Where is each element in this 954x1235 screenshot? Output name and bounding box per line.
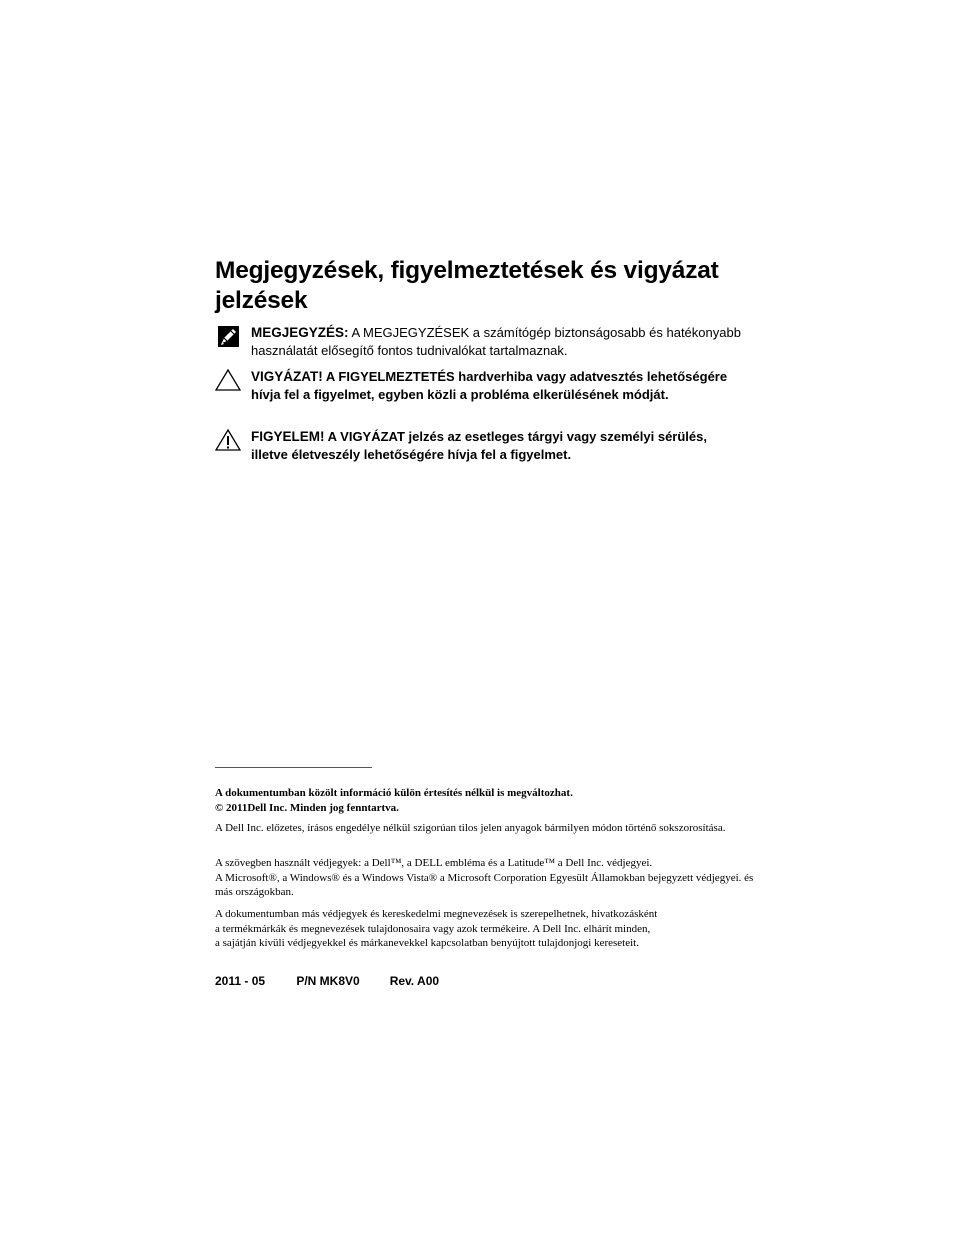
other-trademarks-line-1: A dokumentumban más védjegyek és kereskedelmi megnevezések is szerepelhetnek, hivatkozásként <box>215 908 658 920</box>
other-trademarks-line-3: a sajátján kívüli védjegyekkel és márkanevekkel kapcsolatban benyújtott tulajdonjogi kereseteit. <box>215 937 639 949</box>
doc-date: 2011 - 05 <box>215 974 266 988</box>
note-text <box>251 324 745 359</box>
warning-label: FIGYELEM! <box>251 429 325 444</box>
warning-body: A VIGYÁZAT jelzés az esetleges tárgyi vagy személyi sérülés, illetve életveszély lehetőségére hívja fel a figyelmet. <box>251 429 707 462</box>
doc-part-number: P/N MK8V0 <box>296 974 360 988</box>
warning-notice <box>215 428 745 463</box>
legal-trademarks-paragraph <box>215 856 755 900</box>
note-pencil-icon <box>215 324 241 350</box>
caution-body: A FIGYELMEZTETÉS hardverhiba vagy adatvesztés lehetőségére hívja fel a figyelmet, egyben közli a probléma elkerülésének módját. <box>251 369 728 402</box>
caution-label: VIGYÁZAT! <box>251 369 323 384</box>
copyright-line: © 2011Dell Inc. Minden jog fenntartva. <box>215 801 399 814</box>
note-notice <box>215 324 745 359</box>
trademarks-microsoft-text: A Microsoft®, a Windows® és a Windows Vista® a Microsoft Corporation Egyesült Államokban bejegyzett védjegyei. és más országokban. <box>215 871 754 898</box>
warning-text <box>251 428 745 463</box>
footer-divider <box>215 767 372 768</box>
page-title: Megjegyzések, figyelmeztetések és vigyázat jelzések <box>215 257 719 314</box>
caution-triangle-icon <box>215 368 241 394</box>
other-trademarks-line-2: a termékmárkák és megnevezések tulajdonosaira vagy azok termékeire. A Dell Inc. elhárít minden, <box>215 922 651 935</box>
legal-notice-bold <box>215 786 755 815</box>
legal-other-trademarks-paragraph <box>215 907 755 951</box>
caution-text <box>251 368 745 403</box>
document-info <box>215 974 439 988</box>
legal-reproduction-paragraph <box>215 821 755 836</box>
warning-exclamation-icon <box>215 428 241 454</box>
reproduction-text: A Dell Inc. előzetes, írásos engedélye nélkül szigorúan tilos jelen anyagok bármilyen módon történő sokszorosítása. <box>215 822 726 834</box>
caution-notice <box>215 368 745 403</box>
doc-revision: Rev. A00 <box>389 974 440 988</box>
note-body: A MEGJEGYZÉSEK a számítógép biztonságosabb és hatékonyabb használatát elősegítő fontos tudnivalókat tartalmaznak. <box>251 325 741 358</box>
note-label: MEGJEGYZÉS: <box>251 325 349 340</box>
trademarks-dell-text: A szövegben használt védjegyek: a Dell™, a DELL embléma és a Latitude™ a Dell Inc. védjegyei. <box>215 857 653 869</box>
legal-change-notice: A dokumentumban közölt információ külön értesítés nélkül is megváltozhat. <box>215 787 573 799</box>
